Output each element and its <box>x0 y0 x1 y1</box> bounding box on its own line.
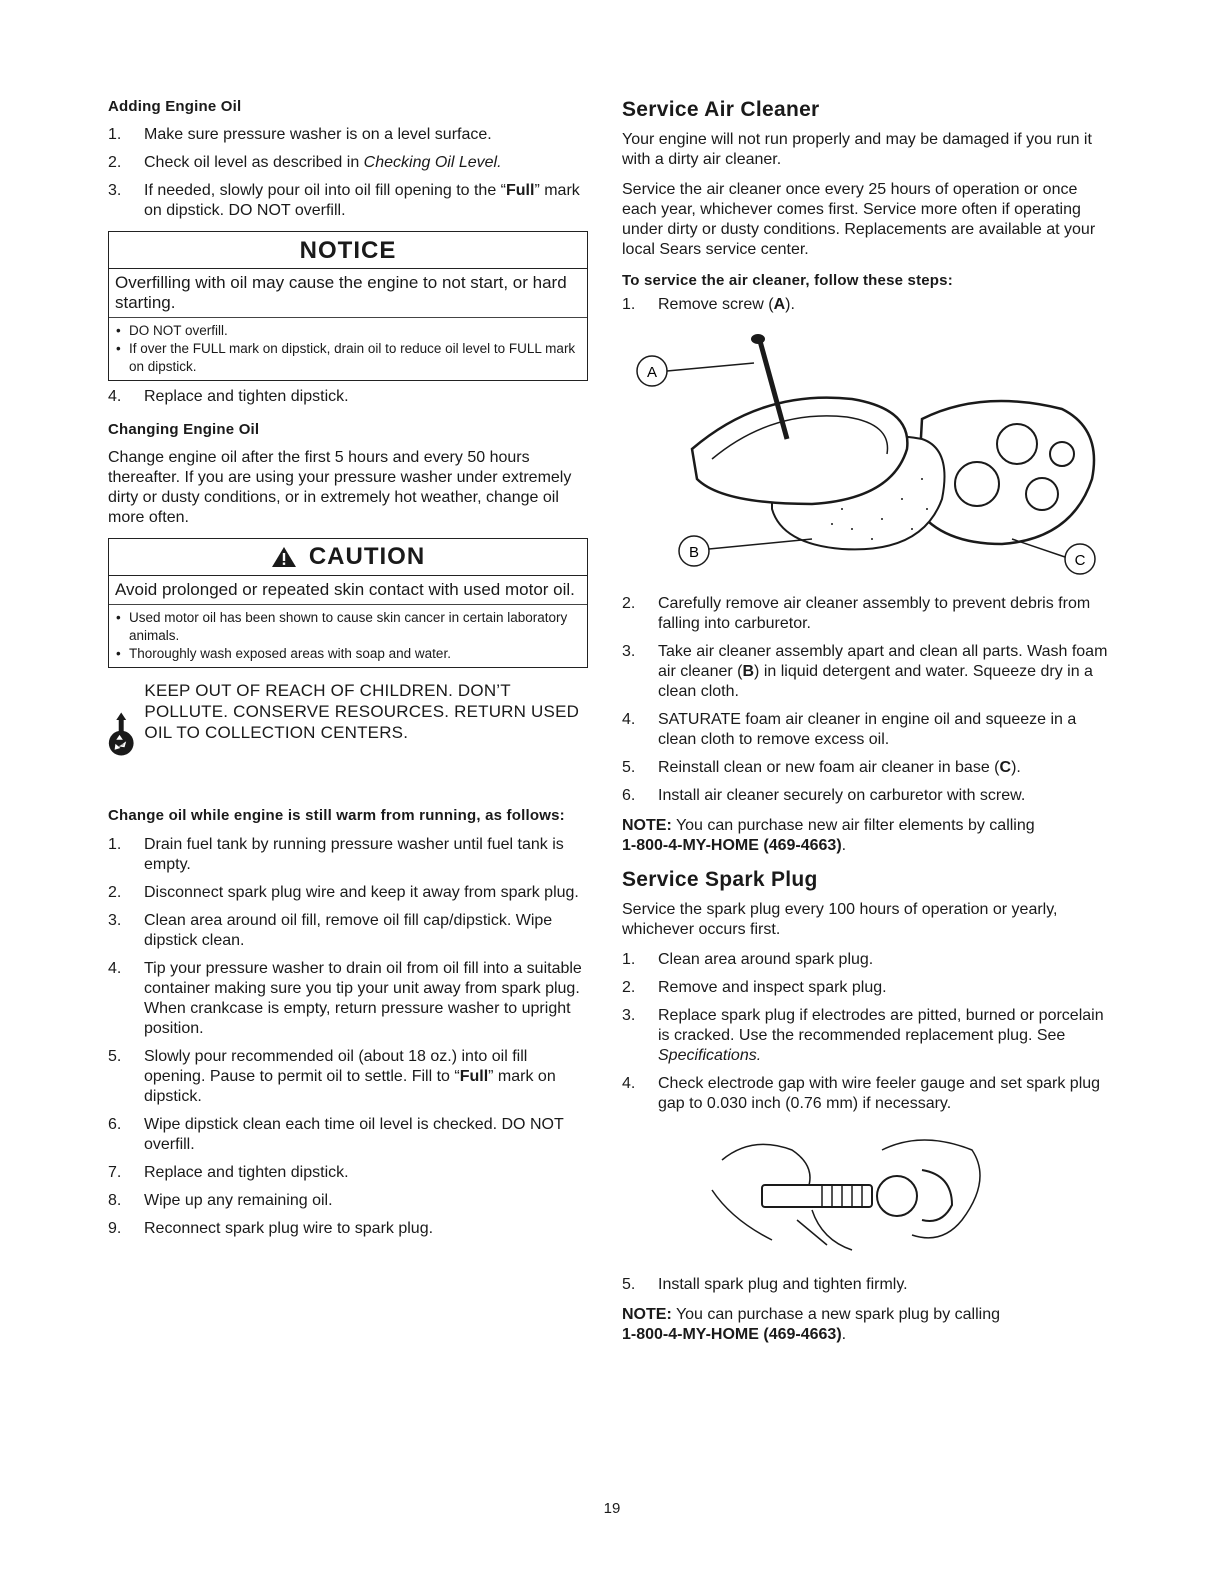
list-item: 2. Disconnect spark plug wire and keep it away from spark plug. <box>108 884 579 901</box>
list-item: 6. Wipe dipstick clean each time oil level is checked. DO NOT overfill. <box>108 1116 564 1153</box>
callout-label-a: A <box>646 364 658 381</box>
caution-box <box>108 538 588 668</box>
oil-recycle-icon <box>108 678 134 790</box>
list-item: 8. Wipe up any remaining oil. <box>108 1192 333 1209</box>
list-item: 3. Clean area around oil fill, remove oil fill cap/dipstick. Wipe dipstick clean. <box>108 912 553 949</box>
list-item: 6. Install air cleaner securely on carburetor with screw. <box>622 787 1026 804</box>
spark-plug-step-5 <box>622 1275 1114 1295</box>
list-item: 3. Replace spark plug if electrodes are pitted, burned or porcelain is cracked. Use the recommended replacement plug. See Specifications. <box>622 1007 1104 1064</box>
list-item: 5. Reinstall clean or new foam air cleaner in base (C). <box>622 759 1021 776</box>
list-item: • If over the FULL mark on dipstick, drain oil to reduce oil level to FULL mark on dipstick. <box>115 340 581 376</box>
spark-plug-heading: Service Spark Plug <box>622 868 818 891</box>
list-item: 4. Check electrode gap with wire feeler gauge and set spark plug gap to 0.030 inch (0.76 mm) if necessary. <box>622 1075 1101 1112</box>
spark-plug-note: NOTE: You can purchase a new spark plug by calling 1-800-4-MY-HOME (469-4663). <box>622 1306 1000 1343</box>
air-cleaner-intro: Your engine will not run properly and may be damaged if you run it with a dirty air cleaner. <box>622 131 1092 168</box>
list-item: 4. Replace and tighten dipstick. <box>108 388 349 405</box>
list-item: 2. Remove and inspect spark plug. <box>622 979 887 996</box>
adding-oil-steps <box>108 125 588 221</box>
page-number: 19 <box>603 1500 621 1517</box>
oil-logo-text: oil <box>118 741 124 747</box>
list-item: 9. Reconnect spark plug wire to spark plug. <box>108 1220 434 1237</box>
list-item: 1. Remove screw (A). <box>622 296 795 313</box>
air-cleaner-schedule: Service the air cleaner once every 25 hours of operation or once each year, whichever comes first. Service more often if operating under dirty or dusty conditions. Replacements are available at your local Sears service center. <box>622 181 1096 258</box>
change-oil-procedure-heading: Change oil while engine is still warm from running, as follows: <box>108 807 565 824</box>
phone-number: 1-800-4-MY-HOME (469-4663) <box>622 1326 842 1343</box>
list-item: 3. If needed, slowly pour oil into oil fill opening to the “Full” mark on dipstick. DO NOT overfill. <box>108 182 580 219</box>
caution-lead: Avoid prolonged or repeated skin contact with used motor oil. <box>109 576 587 605</box>
recycle-notice <box>108 678 588 790</box>
caution-title: CAUTION <box>308 543 426 570</box>
recycle-text: KEEP OUT OF REACH OF CHILDREN. DON’T POLLUTE. CONSERVE RESOURCES. RETURN USED OIL TO COLLECTION CENTERS. <box>144 681 580 742</box>
spark-plug-illustration <box>622 1130 1114 1260</box>
air-cleaner-steps <box>622 594 1114 806</box>
adding-oil-heading: Adding Engine Oil <box>108 98 242 115</box>
air-filter-note: NOTE: You can purchase new air filter elements by calling 1-800-4-MY-HOME (469-4663). <box>622 817 1035 854</box>
air-cleaner-step-1 <box>622 295 1114 315</box>
notice-bullets <box>109 318 587 380</box>
list-item: 4. SATURATE foam air cleaner in engine oil and squeeze in a clean cloth to remove excess oil. <box>622 711 1077 748</box>
list-item: • DO NOT overfill. <box>115 322 581 340</box>
list-item: 4. Tip your pressure washer to drain oil from oil fill into a suitable container making sure you tip your unit away from spark plug. When crankcase is empty, return pressure washer to upright position. <box>108 960 582 1037</box>
list-item: 3. Take air cleaner assembly apart and clean all parts. Wash foam air cleaner (B) in liquid detergent and water. Squeeze dry in a clean cloth. <box>622 643 1108 700</box>
adding-oil-step-4 <box>108 387 588 407</box>
list-item: • Thoroughly wash exposed areas with soap and water. <box>115 645 581 663</box>
change-oil-steps <box>108 835 588 1239</box>
list-item: 1. Clean area around spark plug. <box>622 951 874 968</box>
list-item: 2. Check oil level as described in Checking Oil Level. <box>108 154 502 171</box>
phone-number: 1-800-4-MY-HOME (469-4663) <box>622 837 842 854</box>
changing-oil-paragraph: Change engine oil after the first 5 hours and every 50 hours thereafter. If you are using your pressure washer under extremely dirty or dusty conditions, or in extremely hot weather, change oil more often. <box>108 449 572 526</box>
notice-lead: Overfilling with oil may cause the engine to not start, or hard starting. <box>109 269 587 318</box>
left-column <box>108 98 588 1249</box>
notice-title: NOTICE <box>109 232 587 269</box>
caution-title-row <box>109 539 587 576</box>
list-item: 7. Replace and tighten dipstick. <box>108 1164 349 1181</box>
callout-label-c: C <box>1074 552 1086 569</box>
callout-label-b: B <box>688 544 700 561</box>
list-item: 1. Drain fuel tank by running pressure washer until fuel tank is empty. <box>108 836 564 873</box>
spark-plug-intro: Service the spark plug every 100 hours of operation or yearly, whichever occurs first. <box>622 901 1058 938</box>
changing-oil-heading: Changing Engine Oil <box>108 421 260 438</box>
list-item: • Used motor oil has been shown to cause skin cancer in certain laboratory animals. <box>115 609 581 645</box>
air-cleaner-heading: Service Air Cleaner <box>622 98 820 121</box>
air-cleaner-steps-heading: To service the air cleaner, follow these steps: <box>622 272 953 289</box>
notice-box <box>108 231 588 381</box>
right-column <box>622 98 1114 1357</box>
warning-triangle-icon <box>271 546 297 568</box>
caution-bullets <box>109 605 587 667</box>
air-cleaner-illustration <box>622 329 1114 579</box>
list-item: 1. Make sure pressure washer is on a level surface. <box>108 126 492 143</box>
spark-plug-steps <box>622 950 1114 1114</box>
list-item: 5. Slowly pour recommended oil (about 18 oz.) into oil fill opening. Pause to permit oil to settle. Fill to “Full” mark on dipstick. <box>108 1048 556 1105</box>
list-item: 2. Carefully remove air cleaner assembly to prevent debris from falling into carburetor. <box>622 595 1091 632</box>
list-item: 5. Install spark plug and tighten firmly. <box>622 1276 908 1293</box>
